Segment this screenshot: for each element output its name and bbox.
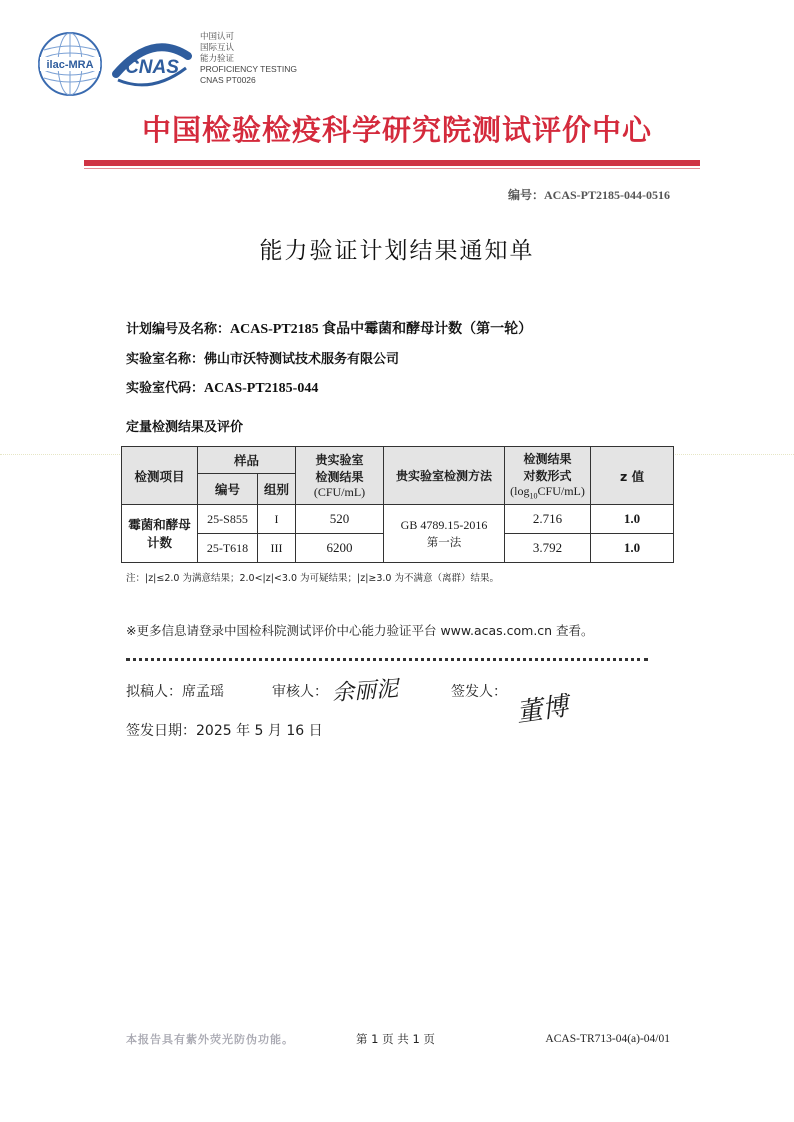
accred-line: CNAS PT0026 — [200, 75, 256, 85]
table-header-row — [122, 447, 674, 474]
lab-code-value: ACAS-PT2185-044 — [204, 381, 319, 396]
plan-info — [126, 318, 532, 338]
log-unit-a: (log — [510, 484, 530, 499]
reviewer-signature: 余丽泥 — [331, 676, 399, 707]
cell-sample-no: 25-T618 — [198, 534, 258, 563]
header-divider — [84, 160, 700, 166]
header-sample: 样品 — [198, 447, 296, 474]
issue-date — [126, 720, 323, 740]
item-line1: 霉菌和酵母 — [128, 516, 191, 532]
drafter-name: 席孟瑶 — [182, 684, 224, 700]
svg-text:CNAS: CNAS — [125, 57, 179, 78]
cell-item — [122, 505, 198, 563]
page-number: 第 1 页 共 1 页 — [356, 1032, 435, 1046]
lab-name-info — [126, 348, 399, 367]
item-line2: 计数 — [146, 534, 172, 550]
doc-no-value: ACAS-PT2185-044-0516 — [544, 188, 670, 202]
cell-group: III — [258, 534, 296, 563]
accred-line: 能力验证 — [200, 53, 235, 63]
cell-method — [384, 505, 505, 563]
method-line1: GB 4789.15-2016 — [400, 517, 488, 532]
plan-value: ACAS-PT2185 食品中霉菌和酵母计数（第一轮） — [230, 322, 533, 337]
organization-name: 中国检验检疫科学研究院测试评价中心 — [141, 113, 652, 147]
accred-line: PROFICIENCY TESTING — [200, 64, 297, 74]
issue-date-value: 2025 年 5 月 16 日 — [196, 723, 323, 739]
lab-name-label: 实验室名称： — [126, 352, 205, 367]
ilac-mra-logo — [36, 30, 104, 98]
header-log — [505, 447, 591, 505]
security-note: 本报告具有紫外荧光防伪功能。 — [126, 1033, 294, 1046]
reviewer-label: 审核人： — [272, 684, 328, 700]
method-line2: 第一法 — [426, 534, 462, 549]
cell-result: 6200 — [296, 534, 384, 563]
header-group: 组别 — [258, 474, 296, 505]
issuer-label: 签发人： — [451, 684, 507, 700]
cnas-emblem-icon — [112, 36, 192, 92]
header-result-line2: 检测结果 — [315, 470, 364, 484]
accred-line: 中国认可 — [200, 31, 235, 41]
cell-z: 1.0 — [591, 534, 674, 563]
page-title: 能力验证计划结果通知单 — [259, 238, 535, 264]
plan-label: 计划编号及名称： — [126, 322, 231, 337]
accred-line: 国际互认 — [200, 42, 235, 52]
lab-name-value: 佛山市沃特测试技术服务有限公司 — [204, 352, 400, 367]
table-row — [122, 505, 674, 534]
header-log-line1: 检测结果 — [523, 452, 572, 467]
lab-code-info — [126, 377, 318, 397]
log-unit-sub: 10 — [529, 491, 538, 501]
header-item: 检测项目 — [122, 447, 198, 505]
cell-result: 520 — [296, 505, 384, 534]
drafter — [126, 681, 224, 701]
section-title: 定量检测结果及评价 — [126, 420, 244, 435]
header-log-unit — [505, 484, 590, 500]
svg-text:ilac-MRA: ilac-MRA — [46, 59, 94, 71]
cell-z: 1.0 — [591, 505, 674, 534]
issuer-signature: 董博 — [514, 691, 571, 729]
ilac-globe-icon — [36, 30, 104, 98]
cnas-logo — [112, 36, 192, 92]
document-number — [508, 186, 670, 203]
more-info-text: ※更多信息请登录中国检科院测试评价中心能力验证平台 www.acas.com.cn 查看。 — [126, 623, 594, 638]
table-note: 注：|z|≤2.0 为满意结果；2.0<|z|<3.0 为可疑结果；|z|≥3.0 为不满意（离群）结果。 — [126, 573, 499, 584]
dotted-separator — [126, 658, 648, 661]
header-z: z 值 — [591, 447, 674, 505]
cell-sample-no: 25-S855 — [198, 505, 258, 534]
form-code: ACAS-TR713-04(a)-04/01 — [545, 1033, 670, 1045]
header-log-line2: 对数形式 — [523, 469, 572, 484]
accreditation-text — [200, 31, 297, 86]
header-divider-thin — [84, 168, 700, 169]
results-table — [121, 446, 674, 563]
cell-group: I — [258, 505, 296, 534]
drafter-label: 拟稿人： — [126, 684, 182, 700]
header-sample-no: 编号 — [198, 474, 258, 505]
issue-date-label: 签发日期： — [126, 723, 196, 739]
cell-log: 2.716 — [505, 505, 591, 534]
header-result-line1: 贵实验室 — [315, 453, 364, 467]
header-method: 贵实验室检测方法 — [384, 447, 505, 505]
doc-no-label: 编号： — [507, 188, 544, 202]
header-result-unit: (CFU/mL) — [313, 485, 366, 499]
header-result — [296, 447, 384, 505]
cell-log: 3.792 — [505, 534, 591, 563]
log-unit-b: CFU/mL) — [537, 484, 585, 499]
lab-code-label: 实验室代码： — [126, 381, 205, 396]
